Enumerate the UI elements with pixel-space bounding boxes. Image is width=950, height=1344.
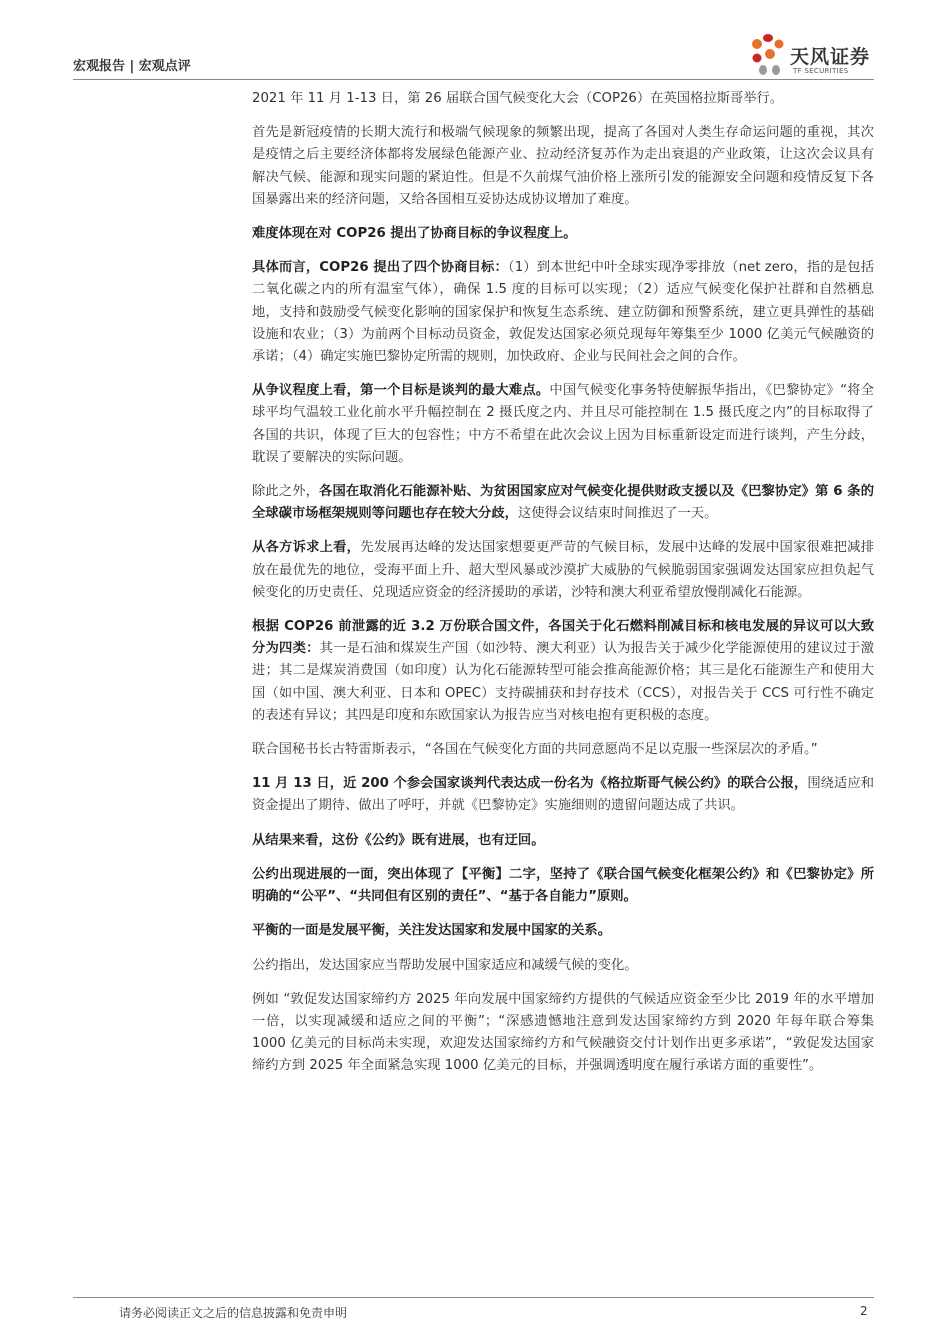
report-category: 宏观报告 | 宏观点评 bbox=[73, 59, 191, 74]
bold-text-run: 11 月 13 日，近 200 个参会国家谈判代表达成一份名为《格拉斯哥气候公约》的联合公报， bbox=[252, 776, 808, 792]
text-run: 例如 “敦促发达国家缔约方 2025 年向发展中国家缔约方提供的气候适应资金至少比 2019 年的水平增加一倍，以实现减缓和适应之间的平衡”；“深感遗憾地注意到发达国家缔约方到 2020 年每年联合筹集 1000 亿美元的目标尚未实现，欢迎发达国家缔约方和气候融资交付计划作出更多承诺”，“敦促发达国家缔约方到 2025 年全面紧急实现 1000 亿美元的目标，并强调透明度在履行承诺方面的重要性”。 bbox=[252, 991, 874, 1074]
bold-text-run: 从各方诉求上看， bbox=[252, 540, 361, 556]
text-run: 其一是石油和煤炭生产国（如沙特、澳大利亚）认为报告关于减少化学能源使用的建议过于激进；其二是煤炭消费国（如印度）认为化石能源转型可能会推高能源价格；其三是化石能源生产和使用大国（如中国、澳大利亚、日本和 OPEC）支持碳捕获和封存技术（CCS），对报告关于 CCS 可行性不确定的表述有异议；其四是印度和东欧国家认为报告应当对核电抱有更积极的态度。 bbox=[252, 641, 875, 723]
bold-text-run: 各国在取消化石能源补贴、为贫困国家应对气候变化提供财政支援以及《巴黎协定》第 6 条的全球碳市场框架规则等问题也存在较大分歧， bbox=[252, 484, 874, 522]
body-paragraph bbox=[252, 88, 874, 110]
brand-name-en: TF SECURITIES bbox=[793, 67, 849, 75]
text-run: 联合国秘书长古特雷斯表示，“各国在气候变化方面的共同意愿尚不足以克服一些深层次的矛盾。” bbox=[252, 742, 818, 758]
text-run: 首先是新冠疫情的长期大流行和极端气候现象的频繁出现，提高了各国对人类生存命运问题的重视，其次是疫情之后主要经济体都将发展绿色能源产业、拉动经济复苏作为走出衰退的产业政策，让这次会议具有解决气候、能源和现实问题的紧迫性。但是不久前煤气油价格上涨所引发的能源安全问题和疫情反复下各国暴露出来的经济问题，又给各国相互妥协达成协议增加了难度。 bbox=[252, 125, 874, 207]
body-paragraph bbox=[252, 122, 874, 211]
body-paragraph bbox=[252, 773, 874, 817]
body-paragraph bbox=[252, 223, 874, 245]
body-paragraph bbox=[252, 830, 874, 852]
text-run: （1）到本世纪中叶全球实现净零排放（net zero，指的是包括二氧化碳之内的所有温室气体），确保 1.5 度的目标可以实现；（2）适应气候变化保护社群和自然栖息地，支持和鼓励受气候变化影响的国家保护和恢复生态系统、建立防御和预警系统，建立更具弹性的基础设施和农业；（3）为前两个目标动员资金，敦促发达国家必须兑现每年筹集至少 1000 亿美元气候融资的承诺；（4）确定实施巴黎协定所需的规则，加快政府、企业与民间社会之间的合作。 bbox=[252, 260, 874, 365]
text-run: 中国气候变化事务特使解振华指出，《巴黎协定》“将全球平均气温较工业化前水平升幅控制在 2 摄氏度之内、并且尽可能控制在 1.5 摄氏度之内”的目标取得了各国的共识，体现了巨大的包容性；中方不希望在此次会议上因为目标重新设定而进行谈判，产生分歧，耽误了要解决的实际问题。 bbox=[252, 383, 874, 465]
text-run: 围绕适应和资金提出了期待、做出了呼吁，并就《巴黎协定》实施细则的遗留问题达成了共识。 bbox=[252, 776, 874, 814]
body-paragraph bbox=[252, 481, 874, 525]
disclaimer-note: 请务必阅读正文之后的信息披露和免责申明 bbox=[119, 1306, 348, 1320]
body-paragraph bbox=[252, 955, 874, 977]
bold-text-run: 具体而言，COP26 提出了四个协商目标： bbox=[252, 260, 508, 276]
text-run: 先发展再达峰的发达国家想要更严苛的气候目标，发展中达峰的发展中国家很难把减排放在最优先的地位，受海平面上升、超大型风暴或沙漠扩大威胁的气候脆弱国家强调发达国家应担负起气候变化的历史责任、兑现适应资金的经济援助的承诺，沙特和澳大利亚希望放慢削减化石能源。 bbox=[252, 540, 875, 600]
body-paragraph bbox=[252, 257, 874, 368]
body-paragraph bbox=[252, 537, 874, 604]
bold-text-run: 根据 COP26 前泄露的近 3.2 万份联合国文件，各国关于化石燃料削减目标和核电发展的异议可以大致分为四类： bbox=[252, 619, 874, 657]
text-run: 公约指出，发达国家应当帮助发展中国家适应和减缓气候的变化。 bbox=[252, 957, 638, 973]
body-paragraph bbox=[252, 739, 874, 761]
body-paragraph bbox=[252, 989, 874, 1078]
footer-divider bbox=[73, 1297, 874, 1298]
text-run: 除此之外， bbox=[252, 484, 320, 500]
body-paragraph bbox=[252, 920, 874, 942]
bold-text-run: 公约出现进展的一面，突出体现了【平衡】二字，坚持了《联合国气候变化框架公约》和《巴黎协定》所明确的“公平”、“共同但有区别的责任”、“基于各自能力”原则。 bbox=[252, 866, 874, 905]
bold-text-run: 从争议程度上看，第一个目标是谈判的最大难点。 bbox=[252, 383, 550, 399]
bold-text-run: 平衡的一面是发展平衡，关注发达国家和发展中国家的关系。 bbox=[252, 923, 612, 939]
brand-name: 天风证券 bbox=[790, 46, 871, 68]
bold-text-run: 难度体现在对 COP26 提出了协商目标的争议程度上。 bbox=[252, 226, 577, 242]
text-run: 这使得会议结束时间推迟了一天。 bbox=[517, 506, 718, 522]
bold-text-run: 从结果来看，这份《公约》既有进展，也有迂回。 bbox=[252, 832, 545, 848]
body-paragraph bbox=[252, 380, 874, 469]
body-paragraph bbox=[252, 616, 874, 727]
report-body bbox=[252, 88, 874, 1090]
text-run: 2021 年 11 月 1-13 日，第 26 届联合国气候变化大会（COP26）在英国格拉斯哥举行。 bbox=[252, 91, 784, 106]
body-paragraph bbox=[252, 864, 874, 908]
page-number: 2 bbox=[860, 1304, 868, 1318]
